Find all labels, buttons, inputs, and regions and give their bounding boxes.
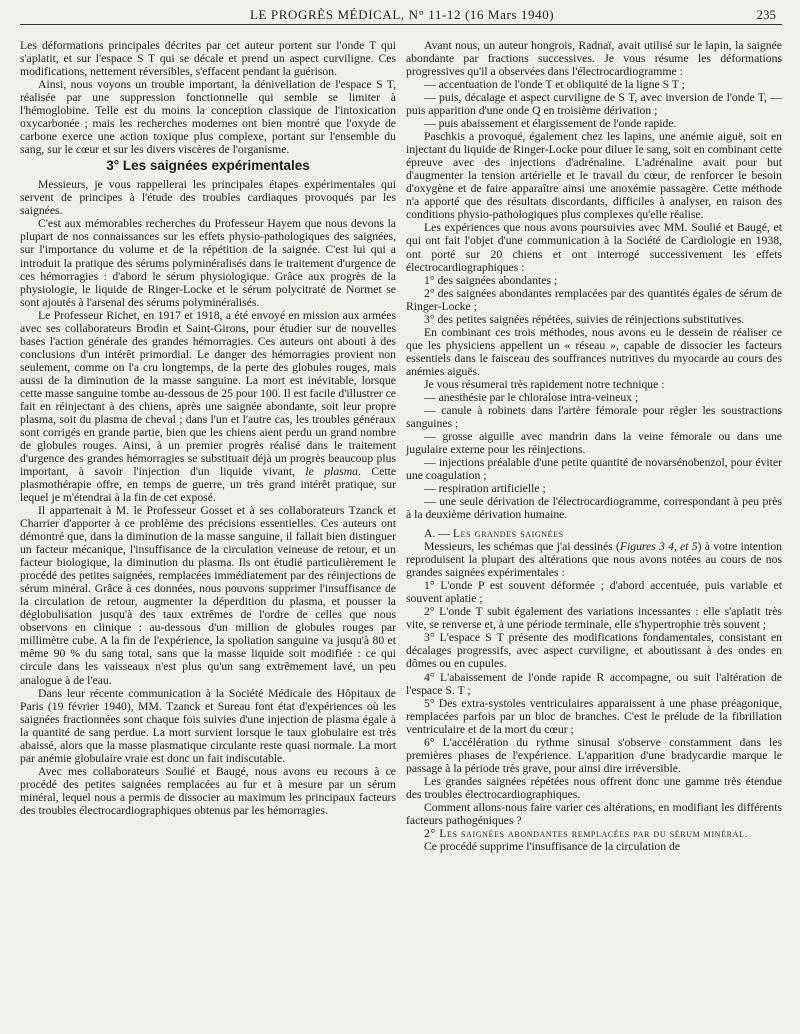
list-item: — puis abaissement et élargissement de l'onde rapide. (424, 117, 677, 131)
paragraph: Paschkis a provoqué, également chez les lapins, une anémie aiguë, soit en injectant du liquide de Ringer-Locke pour diluer le sang, soit en combinant cette épreuve avec des injections d'adrénaline. L'adrénaline avait pour but d'augmenter la tension artérielle et le travail du cœur, de renforcer le besoin d'oxygène et de faire apparaître ainsi une anoxémie passagère. Cette méthode n'a apporté que des résultats discordants, difficiles à analyser, en raison des conditions physio-pathologiques plus complexes qu'elle réalise. (406, 130, 782, 222)
paragraph: Ce procédé supprime l'insuffisance de la circulation de (424, 839, 681, 853)
paragraph: Comment allons-nous faire varier ces altérations, en modifiant les différents facteurs pathogéniques ? (406, 800, 782, 827)
subsection-title: Les grandes saignées (452, 527, 564, 541)
paragraph: Je vous résumerai très rapidement notre technique : (424, 377, 665, 391)
paragraph: En combinant ces trois méthodes, nous avons eu le dessein de réaliser ce que les physiciens appellent un « réseau », capable de dissocier les facteurs essentiels dans le faisceau des souffrances nutritives du myocarde au cours des anémies aiguës. (406, 325, 782, 378)
paragraph: Avant nous, un auteur hongrois, Radnaï, avait utilisé sur le lapin, la saignée abondante par fractions successives. Je vous résume les déformations progressives qu'il a observées dans l'électrocardiogramme : (406, 39, 782, 79)
list-item: — respiration artificielle ; (424, 482, 546, 496)
subsection-heading (406, 527, 782, 540)
page-number: 235 (756, 7, 776, 22)
figure-reference: Figures 3 4, et 5 (619, 540, 698, 554)
right-column (406, 39, 782, 853)
paragraph: Ainsi, nous voyons un trouble important, la dénivellation de l'espace S T, réalisée par une suppression fonctionnelle qui semble se limiter à l'hémoglobine. Telle est du moins la conception classique de l'intoxication oxycarbonée ; mais les recherches modernes ont bien montré que l'oxyde de carbone exerce une action toxique plus complexe, portant sur l'ensemble du sang, sur le cœur et sur les divers viscères de l'organisme. (20, 78, 396, 157)
left-column (20, 39, 396, 853)
paragraph-text: Le Professeur Richet, en 1917 et 1918, a été envoyé en mission aux armées avec ses collaborateurs Brodin et Saint-Girons, pour étudier sur de nouvelles bases l'action générale des grandes hémorragies. Ces auteurs ont abouti à des conclusions d'un intérêt primordial. Le danger des hémorragies provient non seulement, comme on l'a cru longtemps, de la perte des globules rouges, mais aussi de la diminution de la masse sanguine. La mort est inévitable, lorsque cette masse sanguine tombe au-dessous de 25 pour 100. Il est facile d'illustrer ce fait en réinjectant à des chiens, après une saignée abondante, soit leur propre plasma, soit du plasma de cheval ; dans l'un et l'autre cas, les troubles généraux sont corrigés en grande partie, bien que les chiens aient perdu un grand nombre de globules rouges. Ainsi, à un premier progrès réalisé dans le traitement d'urgence des grandes hémorragies se substituait déjà un progrès beaucoup plus important, à savoir l'injection d'un liquide vivant, (20, 308, 396, 478)
list-item: 5° Des extra-systoles ventriculaires apparaissent à une phase préagonique, remplacées parfois par un bloc de branches. C'est le prélude de la fibrillation ventriculaire et de la mort du cœur ; (406, 696, 782, 736)
list-item: 6° L'accélération du rythme sinusal s'observe constamment dans les premières phases de l'expérience. L'apparition d'une bradycardie marque le passage à la période très grave, pour ainsi dire irréversible. (406, 735, 782, 775)
journal-title: LE PROGRÈS MÉDICAL, N° 11-12 (16 Mars 1940) (250, 7, 555, 22)
list-item: 1° L'onde P est souvent déformée ; d'abord accentuée, puis variable et souvent aplatie ; (406, 579, 782, 606)
list-item: 1° des saignées abondantes ; (424, 273, 558, 287)
paragraph: Les expériences que nous avons poursuivies avec MM. Soulié et Baugé, et qui ont fait l'objet d'une communication à la Société de Cardiologie en 1938, ont porté sur 20 chiens et ont interrogé successivement les effets électrocardiographiques : (406, 221, 782, 274)
paragraph-text: . Cette plasmothérapie offre, en temps de guerre, un très grand intérêt pratique, sur lequel je m'étendrai à la fin de cet exposé. (20, 465, 397, 505)
subsection-heading: 2° Les saignées abondantes remplacées par du sérum minéral. (424, 826, 748, 840)
paragraph-text: ) à votre intention reproduisent la plupart des altérations que nous avons notées au cours de nos grandes saignées expérimentales : (406, 540, 783, 580)
subsection-prefix: A. — (424, 527, 453, 541)
running-header (20, 6, 782, 25)
italic-term: le plasma (305, 465, 359, 478)
paragraph: Il appartenait à M. le Professeur Gosset et à ses collaborateurs Tzanck et Charrier d'apporter à ce problème des précisions essentielles. Ces auteurs ont démontré que, dans la diminution de la masse sanguine, il fallait bien distinguer un facteur mécanique, l'insuffisance de la circulation veineuse de retour, et un facteur biologique, la diminution du plasma. Ils ont étudié particulièrement le procédé des petites saignées, remplacées immédiatement par des réinjections de sérum minéral. Grâce à ces données, nous pouvons supprimer l'insuffisance de la circulation de retour, augmenter la déperdition du plasma, et pousser la déglobulisation jusqu'à des taux extrêmes de l'ordre de celles que nous observons en clinique : au-dessous d'un million de globules rouges par millimètre cube. A la fin de l'expérience, la spoliation sanguine va jusqu'à 80 et même 90 % du sang total, sans que la masse liquide soit modifiée : ce qui circule dans les vaisseaux n'est plus qu'un sang extrêmement lavé, un peu analogue à de l'eau. (20, 504, 396, 687)
two-column-body (20, 39, 782, 853)
paragraph: C'est aux mémorables recherches du Professeur Hayem que nous devons la plupart de nos connaissances sur les effets physio-pathologiques des saignées, sur l'importance du volume et de la répétition de la saignée. C'est lui qui a introduit la pratique des sérums polyminéralisés dans le traitement d'urgence de ces hémorragies : d'abord le sérum physiologique. Grâce aux progrès de la physiologie, le liquide de Ringer-Locke et le sérum polycitraté de Normet se sont ajoutés à l'arsenal des sérums polyminéralisés. (20, 217, 396, 309)
list-item: 2° L'onde T subit également des variations incessantes : elle s'aplatit très vite, se renverse et, à une période terminale, elle s'hypertrophie très souvent ; (406, 605, 782, 632)
list-item: 3° L'espace S T présente des modifications fondamentales, consistant en décalages progressifs, avec aspect curviligne, et aboutissant à des ondes en dômes ou en cupules. (406, 631, 782, 671)
list-item: 4° L'abaissement de l'onde rapide R accompagne, ou suit l'altération de l'espace S. T ; (406, 670, 782, 697)
list-item: — puis, décalage et aspect curviligne de S T, avec inversion de l'onde T, — puis apparition d'une onde Q en troisième dérivation ; (406, 91, 782, 118)
paragraph: Avec mes collaborateurs Soulié et Baugé, nous avons eu recours à ce procédé des petites saignées remplacées au fur et à mesure par un sérum minéral, lequel nous a permis de dissocier au maximum les principaux facteurs des troubles électrocardiographiques obtenus par les hémorragies. (20, 764, 396, 817)
list-item: — accentuation de l'onde T et obliquité de la ligne S T ; (424, 78, 685, 92)
list-item: — injections préalable d'une petite quantité de novarsénobenzol, pour éviter une coagulation ; (406, 456, 782, 483)
list-item: — grosse aiguille avec mandrin dans la veine fémorale ou dans une jugulaire externe pour les réinjections. (406, 429, 782, 456)
paragraph (406, 540, 782, 579)
section-heading: 3° Les saignées expérimentales (106, 158, 310, 174)
list-item: 3° des petites saignées répétées, suivies de réinjections substitutives. (424, 312, 745, 326)
paragraph: Les déformations principales décrites par cet auteur portent sur l'onde T qui s'aplatit, et sur l'espace S T qui se décale et prend un aspect curviligne. Ces modifications, nettement réversibles, s'effacent pendant la guérison. (20, 39, 396, 79)
paragraph: Messieurs, je vous rappellerai les principales étapes expérimentales qui servent de principes à l'étude des troubles cardiaques provoqués par les saignées. (20, 178, 396, 218)
paragraph: Dans leur récente communication à la Société Médicale des Hôpitaux de Paris (19 février 1940), MM. Tzanck et Sureau font état d'expériences où les saignées fractionnées sont chaque fois suivies d'une injection de plasma égale à la quantité de sang perdue. La mort survient lorsque le taux globulaire est très abaissé, alors que la masse plasmatique circulante reste quasi normale. La mort par anémie globulaire vraie est donc un fait indiscutable. (20, 686, 396, 765)
paragraph-text: Messieurs, les schémas que j'ai dessinés ( (424, 540, 620, 554)
list-item: — une seule dérivation de l'électrocardiogramme, correspondant à peu près à la deuxième dérivation humaine. (406, 495, 782, 522)
list-item: 2° des saignées abondantes remplacées par des quantités égales de sérum de Ringer-Locke ; (406, 286, 782, 313)
list-item: — anesthésie par le chloralose intra-veineux ; (424, 390, 639, 404)
paragraph (20, 309, 396, 504)
paragraph: Les grandes saignées répétées nous offrent donc une gamme très étendue des troubles électrocardiographiques. (406, 774, 782, 801)
list-item: — canule à robinets dans l'artère fémorale pour régler les soustractions sanguines ; (406, 403, 782, 430)
